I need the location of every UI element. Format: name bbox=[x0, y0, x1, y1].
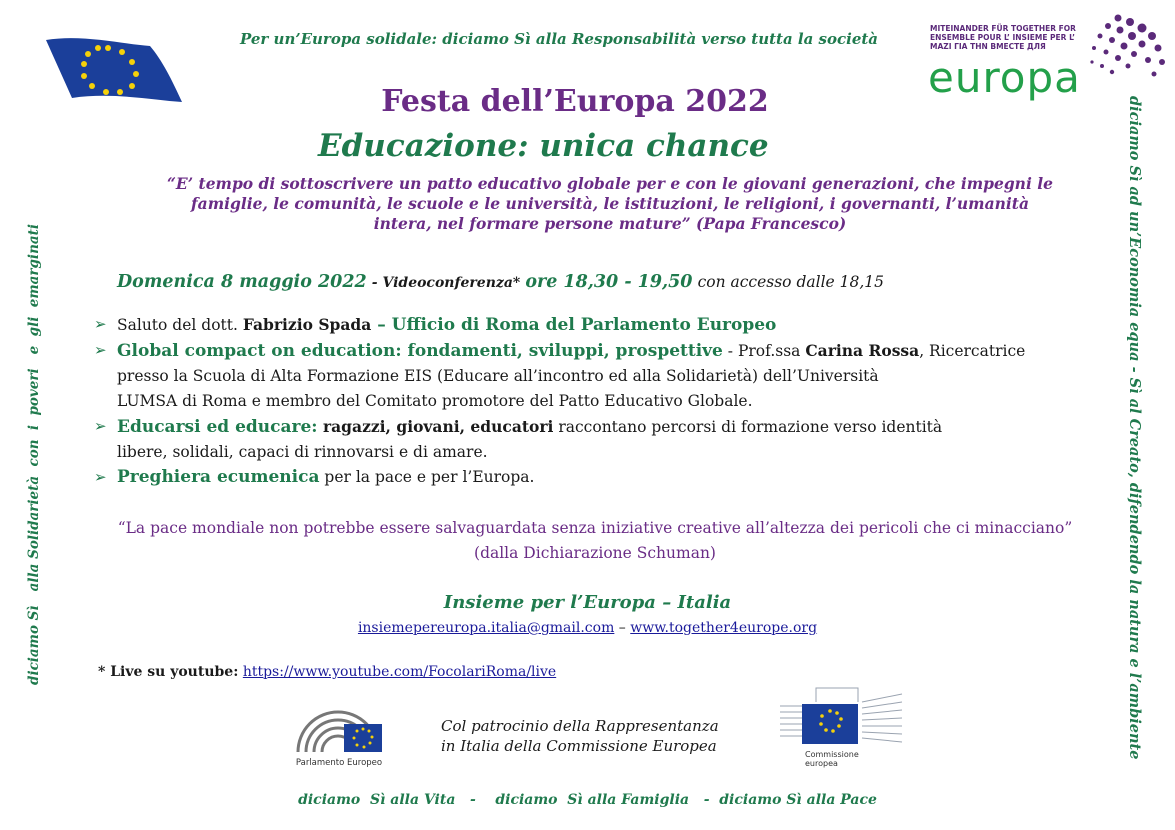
item-heading: Global compact on education: fondamenti, sviluppi, prospettive bbox=[117, 341, 723, 361]
item-text: Saluto del dott. bbox=[117, 316, 243, 334]
arrow-bullet-icon: ➢ bbox=[94, 417, 107, 435]
schuman-quote-source: (dalla Dichiarazione Schuman) bbox=[474, 544, 716, 562]
email-link[interactable]: insiemepereuropa.italia@gmail.com bbox=[357, 620, 615, 636]
item-text: libere, solidali, capaci di rinnovarsi e di amare. bbox=[117, 443, 488, 461]
item-bold-text: ragazzi, giovani, educatori bbox=[317, 417, 554, 436]
european-commission-logo-icon bbox=[776, 684, 906, 748]
arrow-bullet-icon: ➢ bbox=[94, 341, 107, 359]
side-motto-right: diciamo Sì ad un’Economia equa - Sì al Creato, difendendo la natura e l’ambiente bbox=[1126, 96, 1143, 760]
item-heading: Preghiera ecumenica bbox=[117, 467, 320, 487]
patronage-text bbox=[441, 716, 719, 756]
side-motto-left: diciamo Sì alla Solidarietà con i poveri e gli emarginati bbox=[26, 224, 42, 685]
organizer-name: Insieme per l’Europa – Italia bbox=[443, 592, 732, 613]
live-label: * Live su youtube: bbox=[98, 664, 239, 680]
live-line bbox=[98, 664, 556, 680]
item-text: raccontano percorsi di formazione verso identità bbox=[553, 418, 943, 436]
event-access: con accesso dalle 18,15 bbox=[697, 273, 884, 291]
list-item bbox=[94, 414, 1134, 465]
item-heading: Educarsi ed educare: bbox=[117, 417, 318, 437]
list-item bbox=[94, 465, 1134, 490]
logo-europa-word: europa bbox=[928, 53, 1081, 102]
page-subtitle: Educazione: unica chance bbox=[318, 128, 769, 164]
top-motto: Per un’Europa solidale: diciamo Sì alla Responsabilità verso tutta la società bbox=[240, 30, 879, 48]
arrow-bullet-icon: ➢ bbox=[94, 315, 107, 333]
item-text: LUMSA di Roma e membro del Comitato promotore del Patto Educativo Globale. bbox=[117, 392, 753, 410]
patronage-line: Col patrocinio della Rappresentanza bbox=[441, 717, 719, 735]
schuman-quote-text: “La pace mondiale non potrebbe essere salvaguardata senza iniziative creative all’altezza dei pericoli che ci minacciano” bbox=[117, 519, 1073, 537]
pope-quote: “E’ tempo di sottoscrivere un patto educativo globale per e con le giovani generazioni, che impegni le famiglie, le comunità, le scuole e le università, le istituzioni, le religioni, i governanti, l’umanità intera, nel formare persone mature” (Papa Francesco) bbox=[167, 174, 1053, 233]
commission-label-line: europea bbox=[805, 759, 838, 768]
item-text: - Prof.ssa bbox=[722, 342, 806, 360]
arrow-bullet-icon: ➢ bbox=[94, 468, 107, 486]
list-item bbox=[94, 312, 1134, 338]
parliament-label: Parlamento Europeo bbox=[295, 758, 383, 768]
youtube-link[interactable]: https://www.youtube.com/FocolariRoma/live bbox=[242, 664, 557, 680]
event-date: Domenica 8 maggio 2022 bbox=[117, 272, 367, 292]
program-list bbox=[94, 312, 1134, 490]
item-text: presso la Scuola di Alta Formazione EIS (Educare all’incontro ed alla Solidarietà) dell’Università bbox=[117, 367, 879, 385]
speaker-name: Fabrizio Spada bbox=[242, 315, 372, 334]
schuman-quote bbox=[60, 516, 1130, 566]
item-text: per la pace e per l’Europa. bbox=[319, 468, 535, 486]
list-item bbox=[94, 338, 1134, 414]
logo-dots-icon bbox=[1078, 12, 1168, 94]
organizer-links bbox=[0, 620, 1175, 636]
bottom-motto: diciamo Sì alla Vita - diciamo Sì alla Famiglia - diciamo Sì alla Pace bbox=[298, 792, 877, 808]
commission-label bbox=[805, 750, 859, 768]
event-date-line bbox=[117, 272, 884, 292]
speaker-org: – Ufficio di Roma del Parlamento Europeo bbox=[371, 315, 777, 335]
patronage-line: in Italia della Commissione Europea bbox=[441, 737, 717, 755]
website-link[interactable]: www.together4europe.org bbox=[630, 620, 818, 636]
page-title: Festa dell’Europa 2022 bbox=[381, 84, 769, 119]
link-separator: – bbox=[614, 620, 631, 636]
event-time: ore 18,30 - 19,50 bbox=[525, 272, 693, 292]
event-mode: - Videoconferenza* bbox=[371, 275, 521, 291]
speaker-name: Carina Rossa bbox=[805, 341, 920, 360]
item-text: , Ricercatrice bbox=[919, 342, 1026, 360]
commission-label-line: Commissione bbox=[805, 750, 859, 759]
logo-multilingual-text: MITEINANDER FÜR TOGETHER FOR ENSEMBLE POUR L’ INSIEME PER L’ ΜΑΖΙ ΓΙΑ ΤΗΝ ВМЕСТЕ ДЛЯ bbox=[930, 24, 1076, 51]
